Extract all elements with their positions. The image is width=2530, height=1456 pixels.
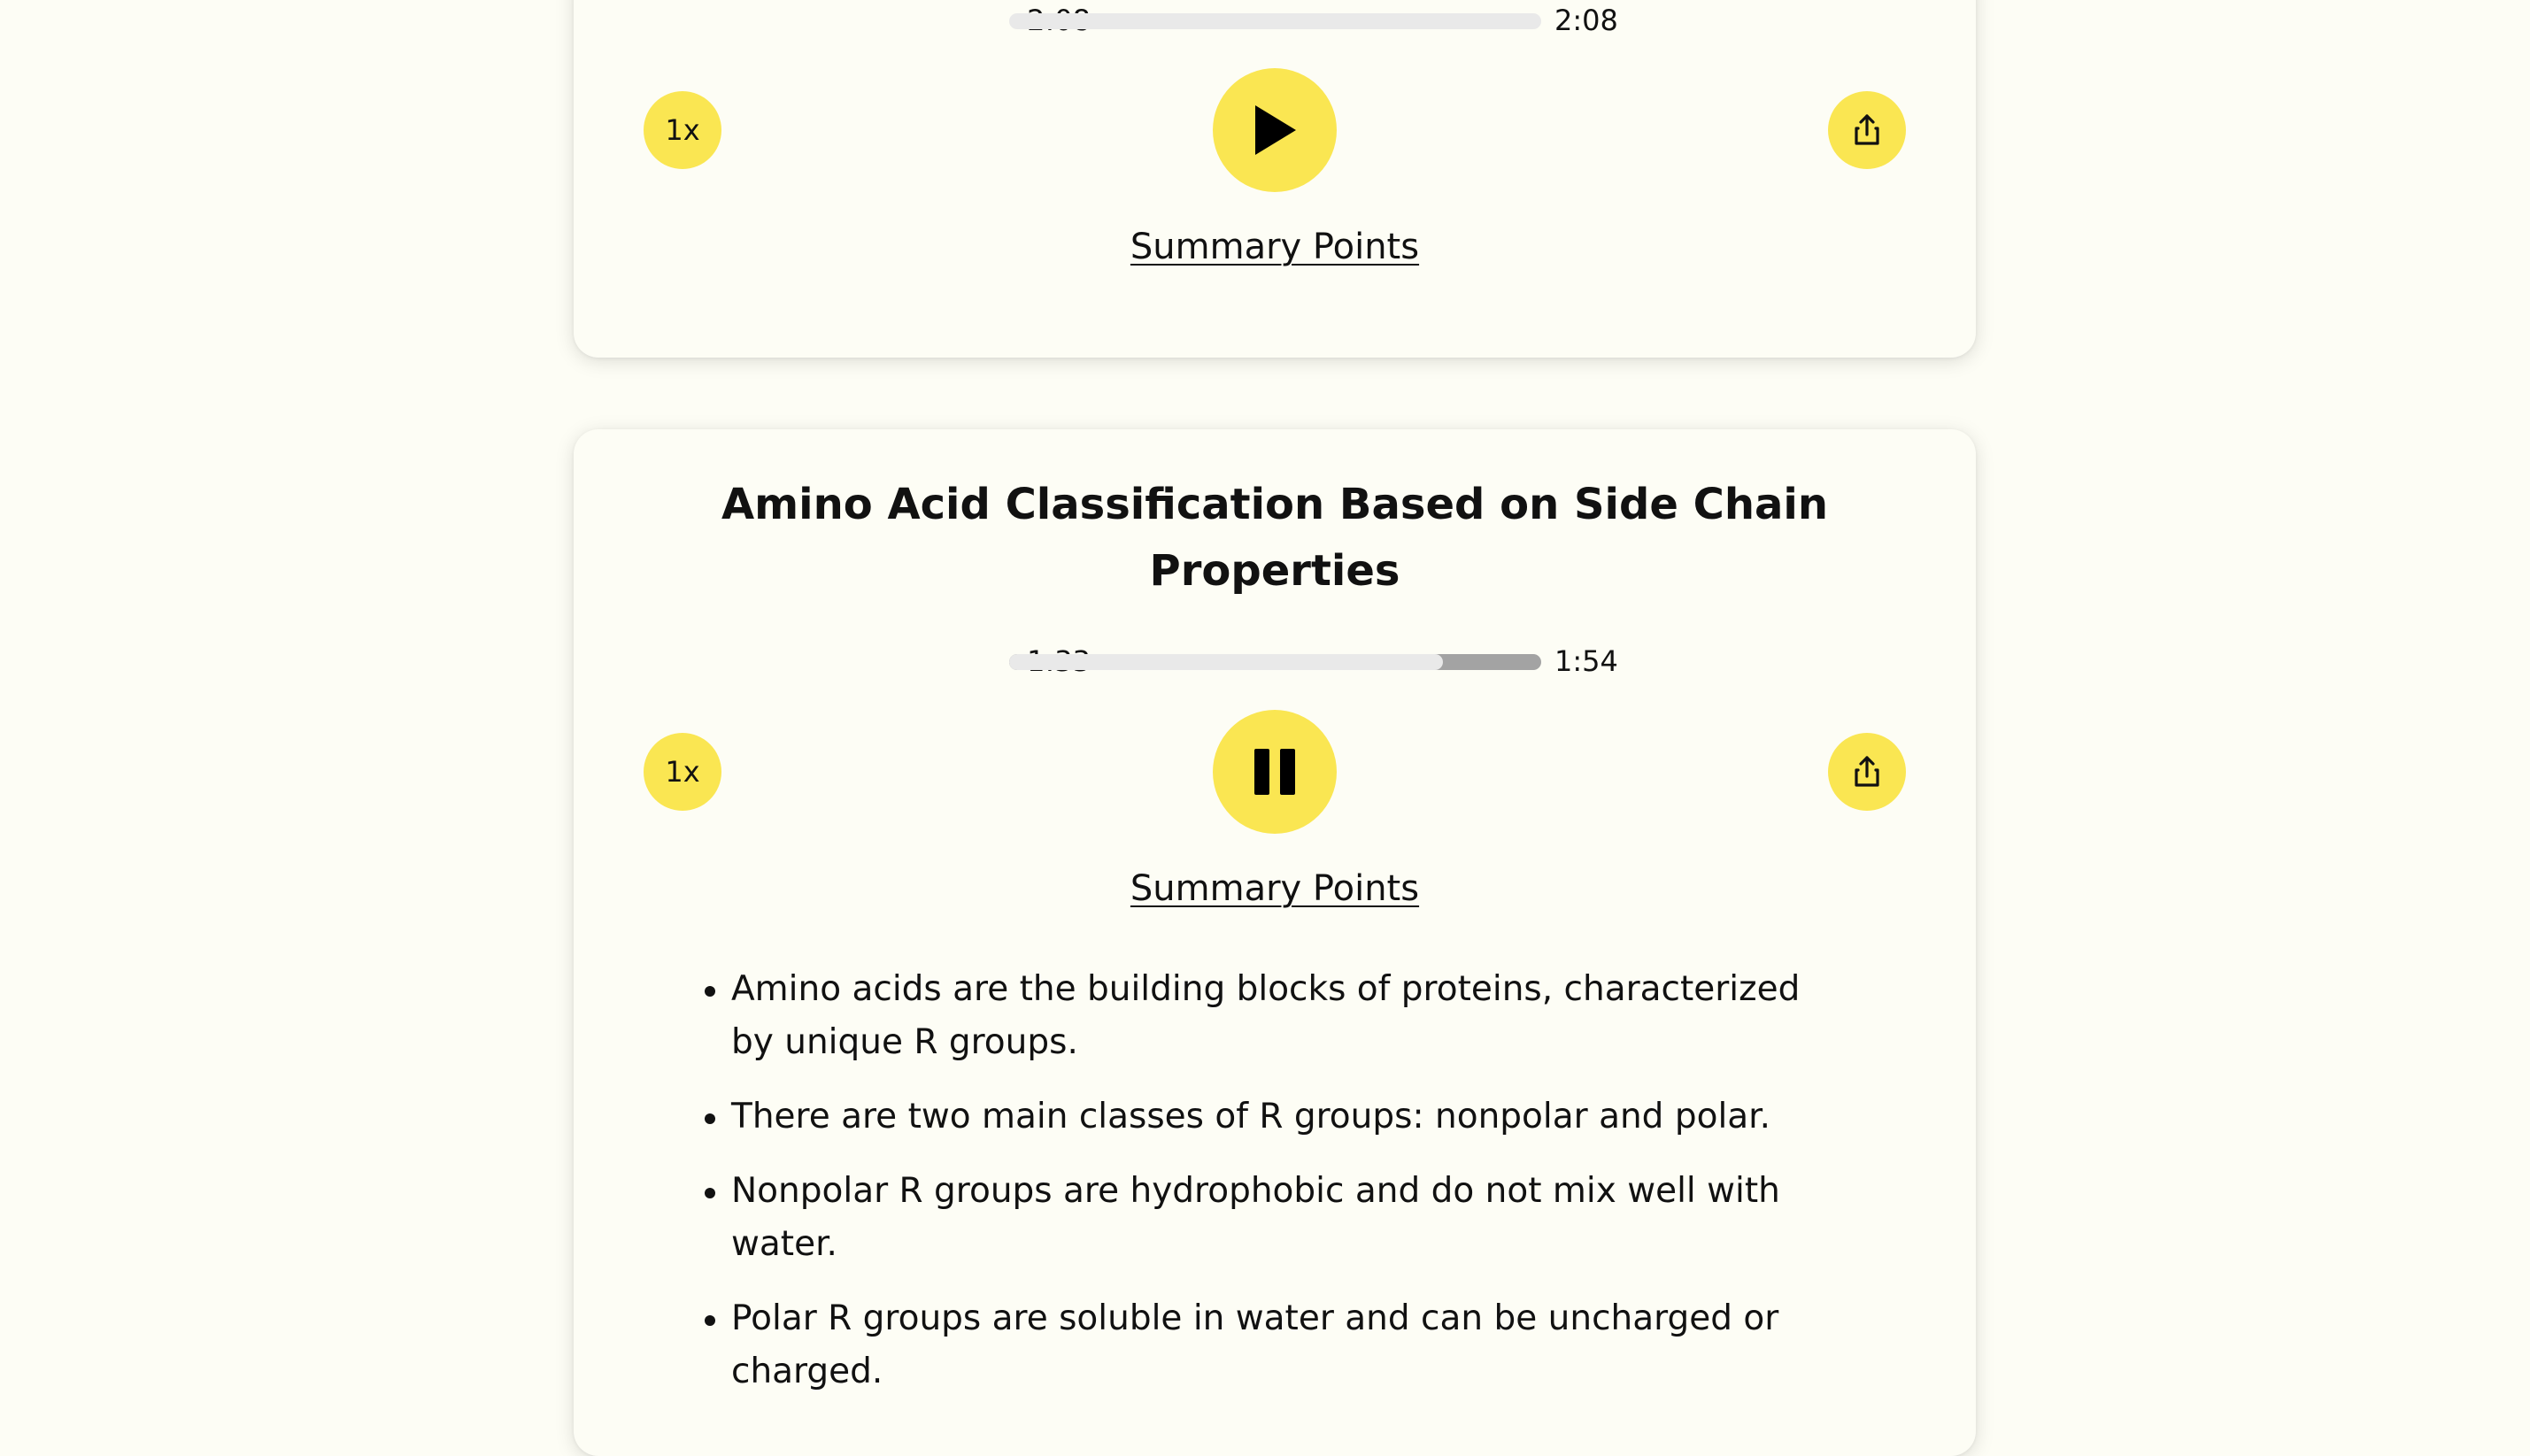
bullet-icon (705, 1113, 715, 1124)
playback-speed-label: 1x (665, 113, 700, 147)
playback-speed-button[interactable] (644, 733, 721, 811)
pause-icon (1252, 747, 1298, 797)
share-icon (1849, 754, 1885, 790)
share-button[interactable] (1828, 733, 1906, 811)
summary-point-text: Polar R groups are soluble in water and can be uncharged or charged. (731, 1298, 1779, 1391)
progress-row (574, 1, 1976, 40)
audio-card-2 (574, 429, 1976, 1456)
share-button[interactable] (1828, 91, 1906, 169)
summary-points-link[interactable]: Summary Points (1130, 227, 1420, 267)
bullet-icon (705, 986, 715, 997)
play-button[interactable] (1213, 68, 1337, 192)
lesson-title: Amino Acid Classification Based on Side Chain Properties (721, 480, 1829, 596)
total-duration: 1:54 (1554, 644, 1618, 678)
summary-point (731, 1090, 1829, 1144)
playback-speed-label: 1x (665, 755, 700, 789)
summary-points-list (731, 963, 1829, 1420)
summary-point-text: There are two main classes of R groups: nonpolar and polar. (731, 1097, 1771, 1136)
summary-point (731, 1292, 1829, 1398)
progress-bar-played (1009, 654, 1443, 670)
summary-point-text: Amino acids are the building blocks of proteins, characterized by unique R groups. (731, 969, 1801, 1062)
bullet-icon (705, 1315, 715, 1326)
progress-bar[interactable] (1009, 654, 1541, 670)
playback-speed-button[interactable] (644, 91, 721, 169)
progress-bar[interactable] (1009, 13, 1541, 29)
progress-row (574, 642, 1976, 681)
play-icon (1252, 104, 1298, 157)
audio-card-1 (574, 0, 1976, 358)
summary-point (731, 963, 1829, 1069)
total-duration: 2:08 (1554, 4, 1618, 37)
summary-point (731, 1165, 1829, 1271)
summary-points-link[interactable]: Summary Points (1130, 868, 1420, 909)
bullet-icon (705, 1188, 715, 1198)
summary-point-text: Nonpolar R groups are hydrophobic and do not mix well with water. (731, 1171, 1780, 1264)
share-icon (1849, 112, 1885, 148)
pause-button[interactable] (1213, 710, 1337, 834)
